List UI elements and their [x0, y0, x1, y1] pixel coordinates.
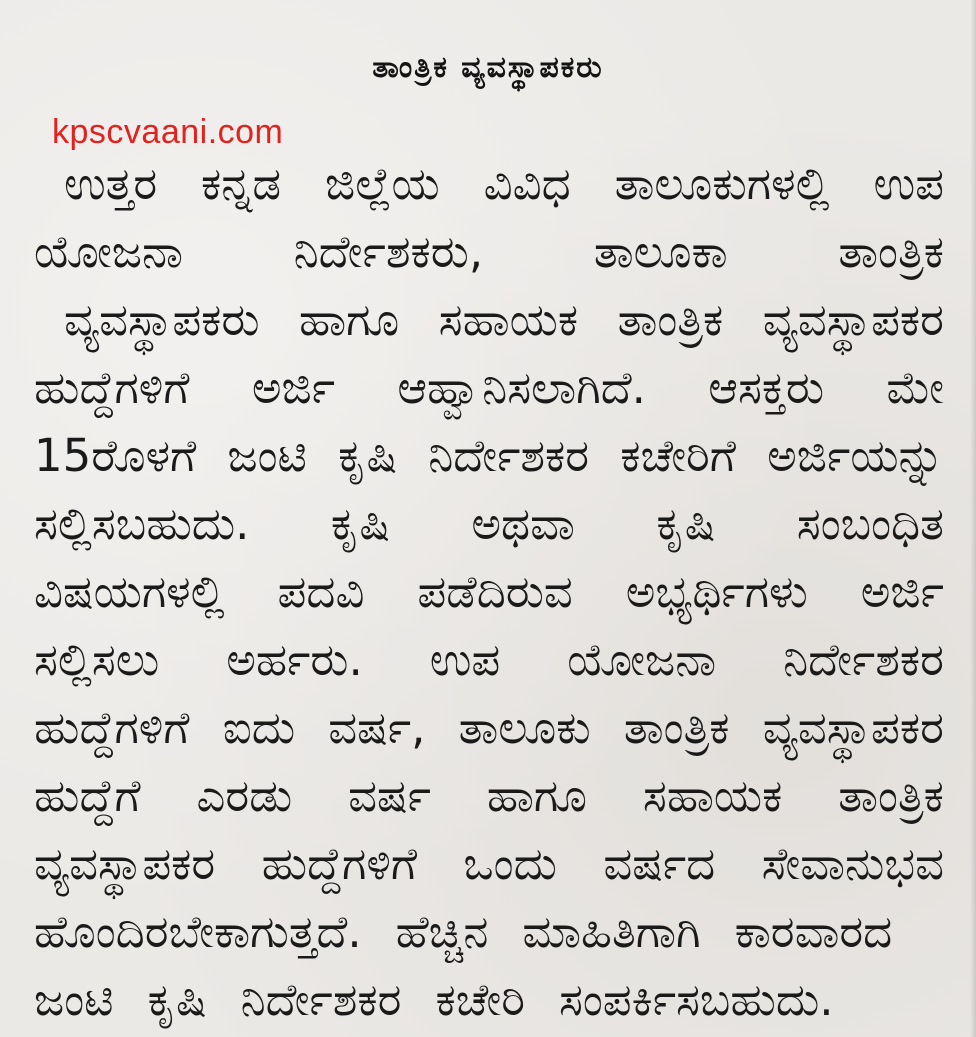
article-word: ಹುದ್ದೆಗೆ	[34, 769, 141, 822]
article-word: ವಿವಿಧ	[483, 157, 571, 210]
article-line	[34, 830, 944, 898]
article-word: ನಿರ್ದೇಶಕರು,	[293, 225, 484, 278]
article-word: ಉತ್ತರ	[64, 157, 158, 210]
article-word: ಮಾಹಿತಿಗಾಗಿ	[522, 905, 701, 958]
article-word: ಸಹಾಯಕ	[438, 293, 579, 346]
article-word: ತಾಂತ್ರಿಕ	[838, 225, 944, 278]
article-line	[34, 286, 944, 354]
article-word: ಯೋಜನಾ	[34, 225, 183, 278]
article-word: ಯೋಜನಾ	[567, 633, 717, 686]
headline: ತಾಂತ್ರಿಕ ವ್ಯವಸ್ಥಾಪಕರು	[372, 50, 604, 85]
article-word: ಜಂಟಿ	[227, 429, 307, 482]
article-word: ಪಡೆದಿರುವ	[417, 565, 573, 618]
article-word: ವರ್ಷ	[348, 769, 431, 822]
article-line	[34, 422, 944, 490]
page-edge	[970, 0, 976, 1037]
article-word: ಆಸಕ್ತರು	[708, 361, 825, 414]
article-line	[34, 694, 944, 762]
article-word: ವ್ಯವಸ್ಥಾಪಕರ	[34, 837, 216, 890]
article-word: ತಾಂತ್ರಿಕ	[838, 769, 944, 822]
article-line	[34, 218, 944, 286]
article-line	[34, 626, 944, 694]
article-word: ನಿರ್ದೇಶಕರ	[428, 429, 590, 482]
article-word: ಹೆಚ್ಚಿನ	[395, 905, 489, 958]
article-word: ವ್ಯವಸ್ಥಾಪಕರು	[64, 293, 260, 346]
article-word: ಕೃಷಿ	[330, 497, 390, 550]
article-word: ವರ್ಷ,	[328, 701, 426, 754]
article-word: ಹುದ್ದೆಗಳಿಗೆ	[34, 701, 190, 754]
article-word: ಜಂಟಿ	[34, 973, 114, 1026]
article-word: ಕೃಷಿ	[338, 429, 398, 482]
article-word: ಪದವಿ	[277, 565, 365, 618]
article-word: ತಾಲೂಕು	[458, 701, 591, 754]
article-word: ನಿರ್ದೇಶಕರ	[783, 633, 944, 686]
article-word: ಕಚೇರಿಗೆ	[620, 429, 736, 482]
article-word: ವರ್ಷದ	[603, 837, 716, 890]
article-word: ಸಲ್ಲಿಸಬಹುದು.	[34, 497, 250, 550]
article-word: ಕನ್ನಡ	[201, 157, 282, 210]
article-word: ಹೊಂದಿರಬೇಕಾಗುತ್ತದೆ.	[34, 905, 362, 958]
article-line	[34, 898, 944, 966]
article-line	[34, 558, 944, 626]
article-word: ಉಪ	[873, 157, 944, 210]
article-word: ಸಲ್ಲಿಸಲು	[34, 633, 160, 686]
article-word: ಹುದ್ದೆಗಳಿಗೆ	[34, 361, 190, 414]
article-word: ಹಾಗೂ	[299, 293, 400, 346]
article-word: ಅರ್ಜಿ	[860, 565, 944, 618]
article-word: ಕೃಷಿ	[147, 973, 207, 1026]
article-word: ವ್ಯವಸ್ಥಾಪಕರ	[762, 701, 944, 754]
article-word: ವ್ಯವಸ್ಥಾಪಕರ	[762, 293, 944, 346]
watermark-text: kpscvaani.com	[52, 113, 284, 151]
article-word: ಎರಡು	[196, 769, 293, 822]
article-word: ಸೇವಾನುಭವ	[761, 837, 944, 890]
article-word: 15ರೊಳಗೆ	[34, 429, 197, 482]
article-word: ಸಂಬಂಧಿತ	[796, 497, 944, 550]
article-line	[34, 354, 944, 422]
article-word: ಕೃಷಿ	[656, 497, 716, 550]
article-word: ಅರ್ಜಿ	[251, 361, 336, 414]
article-word: ತಾಲೂಕಾ	[593, 225, 728, 278]
article-word: ಜಿಲ್ಲೆಯ	[324, 157, 440, 210]
article-word: ಅಭ್ಯರ್ಥಿಗಳು	[625, 565, 808, 618]
article-body	[34, 150, 944, 1034]
article-word: ಹಾಗೂ	[486, 769, 587, 822]
article-word: ಹುದ್ದೆಗಳಿಗೆ	[261, 837, 418, 890]
article-line	[34, 150, 944, 218]
article-word: ಅರ್ಹರು.	[226, 633, 363, 686]
article-word: ತಾಂತ್ರಿಕ	[617, 293, 724, 346]
article-word: ತಾಂತ್ರಿಕ	[623, 701, 730, 754]
article-word: ತಾಲೂಕುಗಳಲ್ಲಿ	[614, 157, 830, 210]
article-word: ಸಹಾಯಕ	[642, 769, 783, 822]
article-word: ಒಂದು	[463, 837, 557, 890]
article-word: ವಿಷಯಗಳಲ್ಲಿ	[34, 565, 225, 618]
article-line	[34, 762, 944, 830]
article-word: ಅರ್ಜಿಯನ್ನು	[767, 429, 944, 482]
article-word: ಆಹ್ವಾನಿಸಲಾಗಿದೆ.	[397, 361, 646, 414]
article-word: ಸಂಪರ್ಕಿಸಬಹುದು.	[558, 973, 834, 1026]
article-word: ಕಚೇರಿ	[435, 973, 525, 1026]
article-word: ಅಥವಾ	[471, 497, 575, 550]
article-word: ಉಪ	[429, 633, 501, 686]
article-word: ನಿರ್ದೇಶಕರ	[240, 973, 402, 1026]
article-word: ಕಾರವಾರದ	[734, 905, 893, 958]
article-line	[34, 966, 944, 1034]
article-word: ಮೇ	[886, 361, 944, 414]
article-line	[34, 490, 944, 558]
article-word: ಐದು	[222, 701, 296, 754]
